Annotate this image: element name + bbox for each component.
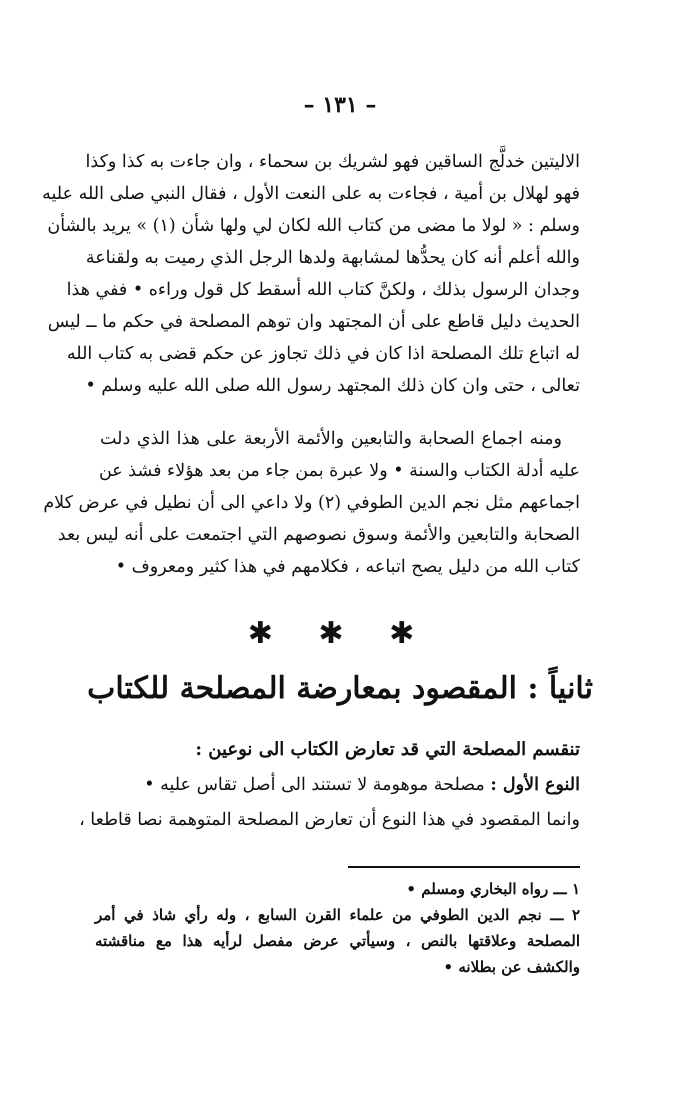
text-line: له اتباع تلك المصلحة اذا كان في ذلك تجاوز عن حكم قضى به كتاب الله <box>66 344 580 364</box>
type-one-label: النوع الأول : <box>490 775 580 795</box>
page-number: – ١٣١ – <box>303 92 377 118</box>
text-line: الاليتين خدلَّج الساقين فهو لشريك بن سحماء ، وان جاءت به كذا وكذا <box>85 152 580 172</box>
text-line: وسلم : « لولا ما مضى من كتاب الله لكان لي ولها شأن (١) » يريد بالشأن <box>47 216 580 236</box>
footnote-2-continued: المصلحة وعلاقتها بالنص ، وسيأتي عرض مفصل لرأيه هذا مع مناقشته <box>95 932 580 950</box>
text-line: وجدان الرسول بذلك ، ولكنَّ كتاب الله أسقط كل قول وراءه • ففي هذا <box>66 280 580 300</box>
section-title: ثانياً : المقصود بمعارضة المصلحة للكتاب <box>87 671 593 706</box>
footnote-separator <box>348 866 580 868</box>
text-line: ومنه اجماع الصحابة والتابعين والأئمة الأربعة على هذا الذي دلت <box>100 429 562 449</box>
text-line: اجماعهم مثل نجم الدين الطوفي (٢) ولا داعي الى أن نطيل في عرض كلام <box>43 493 580 513</box>
text-line: تعالى ، حتى وان كان ذلك المجتهد رسول الله صلى الله عليه وسلم • <box>85 376 580 396</box>
section-divider-stars: ✱ ✱ ✱ <box>247 616 433 651</box>
type-one-definition <box>144 768 580 802</box>
footnote-1: ١ ـــ رواه البخاري ومسلم • <box>406 880 580 898</box>
footnotes <box>95 876 580 980</box>
text-line: الحديث دليل قاطع على أن المجتهد وان توهم المصلحة في حكم ما ــ ليس <box>47 312 580 332</box>
text-line: والله أعلم أنه كان يحدُّها لمشابهة ولدها الرجل الذي رميت به ولقناعة <box>85 248 580 268</box>
subheading: تنقسم المصلحة التي قد تعارض الكتاب الى نوعين : <box>195 739 580 760</box>
text-line: كتاب الله من دليل يصح اتباعه ، فكلامهم في هذا كثير ومعروف • <box>115 557 580 577</box>
text-line: عليه أدلة الكتاب والسنة • ولا عبرة بمن جاء من بعد هؤلاء فشذ عن <box>98 461 580 481</box>
paragraph-consensus <box>43 423 580 583</box>
footnote-2-end: والكشف عن بطلانه • <box>443 958 580 976</box>
text-line: فهو لهلال بن أمية ، فجاءت به على النعت الأول ، فقال النبي صلى الله عليه <box>42 184 580 204</box>
footnote-2: ٢ ـــ نجم الدين الطوفي من علماء القرن السابع ، وله رأي شاذ في أمر <box>95 906 580 924</box>
body-final-line: وانما المقصود في هذا النوع أن تعارض المصلحة المتوهمة نصا قاطعا ، <box>79 810 580 830</box>
type-one-text: مصلحة موهومة لا تستند الى أصل تقاس عليه • <box>144 775 485 795</box>
paragraph-hadith-discussion <box>42 146 580 402</box>
text-line: الصحابة والتابعين والأئمة وسوق نصوصهم التي اجتمعت على أنه ليس بعد <box>57 525 580 545</box>
